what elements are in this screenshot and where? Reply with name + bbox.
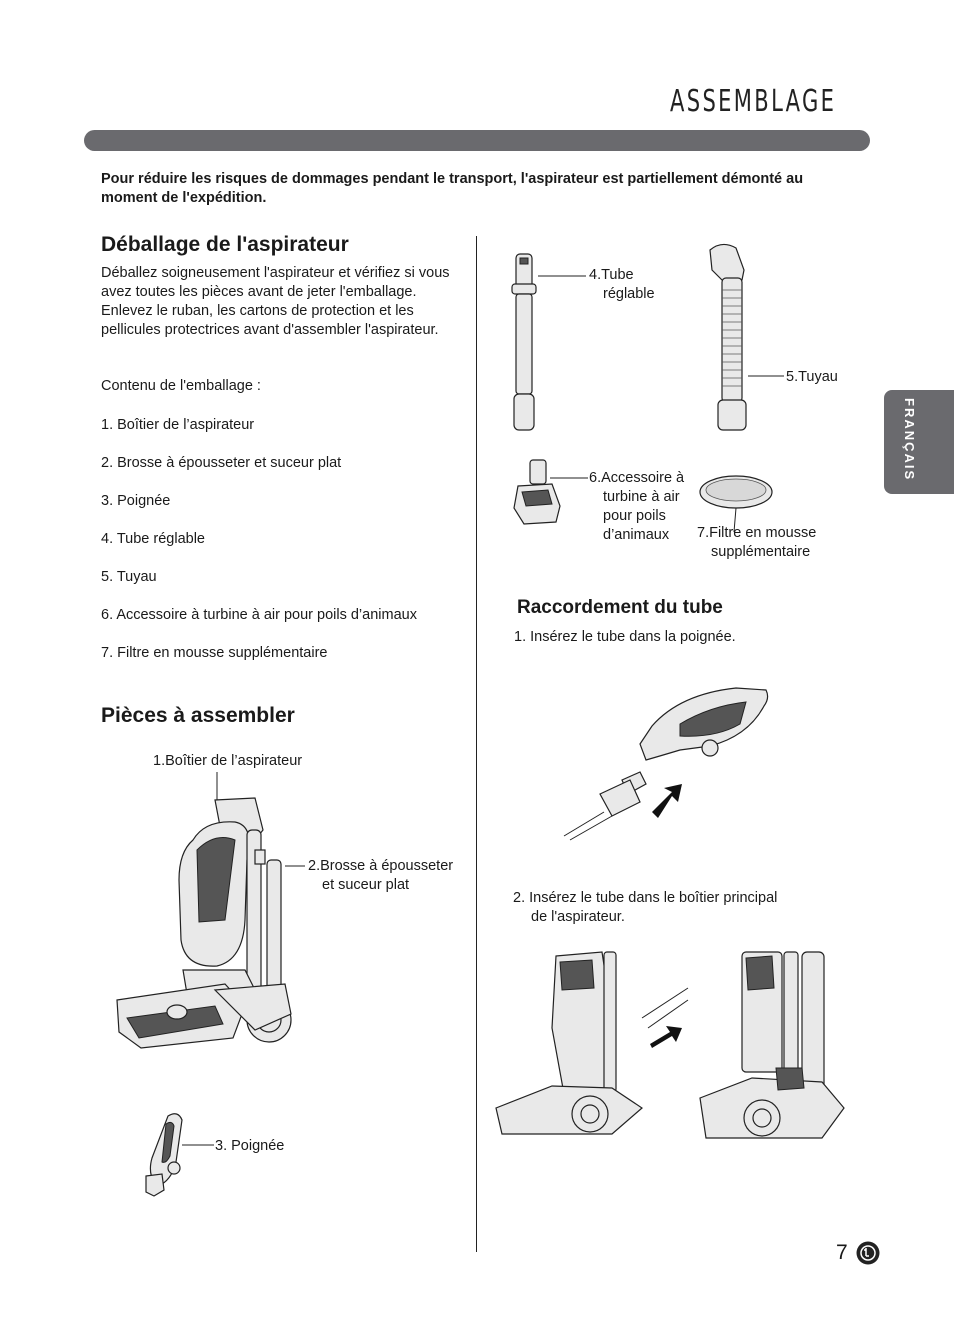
tube-connection-heading: Raccordement du tube — [517, 597, 723, 618]
label-brush-line2: et suceur plat — [322, 877, 410, 893]
contents-label: Contenu de l'emballage : — [101, 378, 261, 394]
label-turbo-line1: 6.Accessoire à — [589, 470, 685, 486]
header-bar — [84, 130, 870, 151]
label-tube-line1: 4.Tube — [589, 267, 634, 283]
label-vacuum-body: 1.Boîtier de l’aspirateur — [153, 753, 303, 769]
handle-illustration — [132, 1112, 222, 1202]
label-turbo-line3: pour poils — [603, 508, 666, 524]
list-item: 6. Accessoire à turbine à air pour poils d’animaux — [101, 607, 417, 623]
assembly-heading: Pièces à assembler — [101, 704, 295, 727]
list-item: 3. Poignée — [101, 493, 171, 509]
step-2-illustration-after — [692, 948, 852, 1148]
package-contents-list — [101, 415, 417, 681]
label-hose: 5.Tuyau — [786, 369, 838, 385]
list-item: 1. Boîtier de l’aspirateur — [101, 417, 255, 433]
label-tube-line2: réglable — [603, 286, 655, 302]
lg-logo-icon — [856, 1241, 880, 1265]
step-2-illustration-before — [492, 948, 692, 1138]
unpacking-heading: Déballage de l'aspirateur — [101, 233, 349, 256]
step-1-text: 1. Insérez le tube dans la poignée. — [514, 629, 736, 645]
language-tab[interactable] — [884, 390, 954, 494]
list-item: 4. Tube réglable — [101, 531, 205, 547]
label-turbo-line4: d’animaux — [603, 527, 670, 543]
page-title: ASSEMBLAGE — [670, 84, 837, 119]
label-filter-line2: supplémentaire — [711, 544, 811, 560]
tube-and-hose-illustration — [500, 240, 800, 450]
page-number: 7 — [836, 1241, 848, 1264]
step-1-illustration — [560, 684, 775, 844]
label-brush-line1: 2.Brosse à épousseter — [308, 858, 454, 874]
vacuum-body-illustration — [105, 770, 475, 1070]
column-divider — [476, 236, 477, 1252]
language-tab-label: FRANÇAIS — [902, 398, 917, 482]
label-handle: 3. Poignée — [215, 1138, 285, 1154]
list-item: 5. Tuyau — [101, 569, 157, 585]
step-2-text-line1: 2. Insérez le tube dans le boîtier principal — [513, 890, 778, 906]
label-turbo-line2: turbine à air — [603, 489, 680, 505]
unpacking-paragraph: Déballez soigneusement l'aspirateur et vérifiez si vous avez toutes les pièces avant de jeter l'emballage. Enlevez le ruban, les cartons de protection et les pellicules protectrices avant d'assembler l'aspirateur. — [101, 265, 450, 338]
intro-text: Pour réduire les risques de dommages pendant le transport, l'aspirateur est partiellement démonté au moment de l'expédition. — [101, 171, 804, 206]
step-2-text-line2: de l'aspirateur. — [531, 909, 625, 925]
label-filter-line1: 7.Filtre en mousse — [697, 525, 817, 541]
list-item: 7. Filtre en mousse supplémentaire — [101, 645, 328, 661]
list-item: 2. Brosse à épousseter et suceur plat — [101, 455, 342, 471]
